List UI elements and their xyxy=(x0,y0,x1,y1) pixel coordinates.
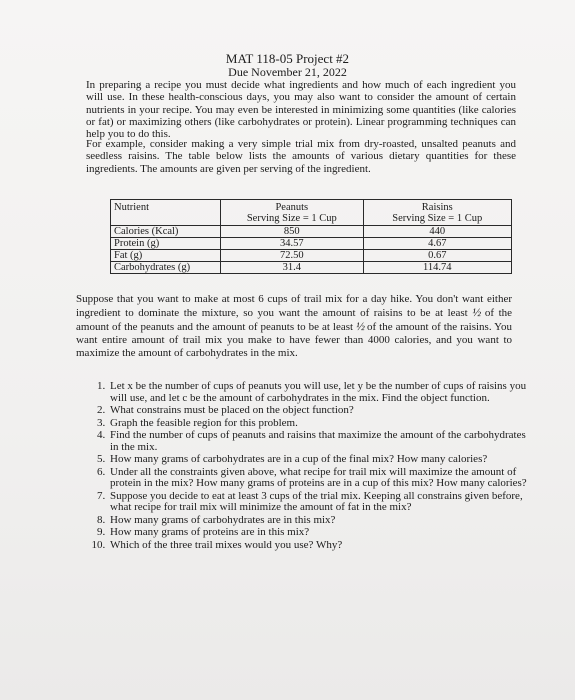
header-peanuts-serving: Serving Size = 1 Cup xyxy=(246,213,337,224)
cell-peanuts: 72.50 xyxy=(221,250,363,262)
table-row xyxy=(111,226,512,238)
constraints-text-b: of the amount of the peanuts and the amount of peanuts to be at least xyxy=(76,307,513,333)
list-item: 7. Suppose you decide to eat at least 3 cups of the trial mix. Keeping all constrains given before, what recipe for trail mix will minimize the amount of fat in the mix? xyxy=(108,491,528,514)
table-row xyxy=(111,238,512,250)
header-raisins-name: Raisins xyxy=(421,202,453,213)
document-title: MAT 118-05 Project #2 xyxy=(225,51,350,66)
cell-raisins: 0.67 xyxy=(363,250,512,262)
intro-paragraph: In preparing a recipe you must decide what ingredients and how much of each ingredient you will use. In these health-conscious days, you may also want to consider the amount of certain nutrients in your recipe. You may even be interested in minimizing some quantities (like calories or fat) or maximizing others (like carbohydrates or protein). Linear programming techniques can help you to do this. xyxy=(86,79,516,141)
header-raisins xyxy=(363,200,512,226)
list-item: 6. Under all the constraints given above, what recipe for trail mix will maximize the amount of protein in the mix? How many grams of proteins are in a cup of this mix? How many calories? xyxy=(108,467,528,490)
row-label: Calories (Kcal) xyxy=(111,226,221,238)
list-item: 10. Which of the three trail mixes would you use? Why? xyxy=(108,540,528,552)
header-nutrient: Nutrient xyxy=(111,200,221,226)
constraints-text-a: Suppose that you want to make at most 6 cups of trail mix for a day hike. You don't want either ingredient to dominate the mixture, so you want the amount of raisins to be at least xyxy=(76,293,512,319)
nutrition-table xyxy=(110,199,512,274)
row-label: Fat (g) xyxy=(111,250,221,262)
list-item: 1. Let x be the number of cups of peanuts you will use, let y be the number of cups of raisins you will use, and let c be the amount of carbohydrates in the mix. Find the object function. xyxy=(108,381,528,404)
header-raisins-serving: Serving Size = 1 Cup xyxy=(392,213,483,224)
list-item: 8. How many grams of carbohydrates are in this mix? xyxy=(108,515,528,527)
list-item: 5. How many grams of carbohydrates are in a cup of the final mix? How many calories? xyxy=(108,454,528,466)
cell-raisins: 114.74 xyxy=(363,262,512,274)
example-paragraph: For example, consider making a very simple trial mix from dry-roasted, unsalted peanuts and seedless raisins. The table below lists the amounts of various dietary quantities for these ingredients. The amounts are given per serving of the ingredient. xyxy=(86,138,516,175)
header-peanuts xyxy=(221,200,363,226)
cell-raisins: 4.67 xyxy=(363,238,512,250)
cell-peanuts: 850 xyxy=(221,226,363,238)
table-header-row xyxy=(111,200,512,226)
list-item: 3. Graph the feasible region for this problem. xyxy=(108,418,528,430)
list-item: 2. What constrains must be placed on the object function? xyxy=(108,405,528,417)
list-item: 4. Find the number of cups of peanuts and raisins that maximize the amount of the carbohydrates in the mix. xyxy=(108,430,528,453)
cell-raisins: 440 xyxy=(363,226,512,238)
list-item: 9. How many grams of proteins are in this mix? xyxy=(108,527,528,539)
row-label: Carbohydrates (g) xyxy=(111,262,221,274)
table-row xyxy=(111,262,512,274)
fraction-half: ½ xyxy=(356,319,365,333)
due-date: Due November 21, 2022 xyxy=(228,65,347,79)
question-list xyxy=(92,381,528,552)
constraints-text-c: of the amount of the raisins. You want entire amount of trail mix you make to have fewer than 4000 calories, and you want to maximize the amount of carbohydrates in the mix. xyxy=(76,321,513,359)
cell-peanuts: 34.57 xyxy=(221,238,363,250)
header-peanuts-name: Peanuts xyxy=(275,202,309,213)
table-row xyxy=(111,250,512,262)
fraction-half: ½ xyxy=(472,305,481,319)
row-label: Protein (g) xyxy=(111,238,221,250)
cell-peanuts: 31.4 xyxy=(221,262,363,274)
constraints-paragraph xyxy=(76,293,512,360)
